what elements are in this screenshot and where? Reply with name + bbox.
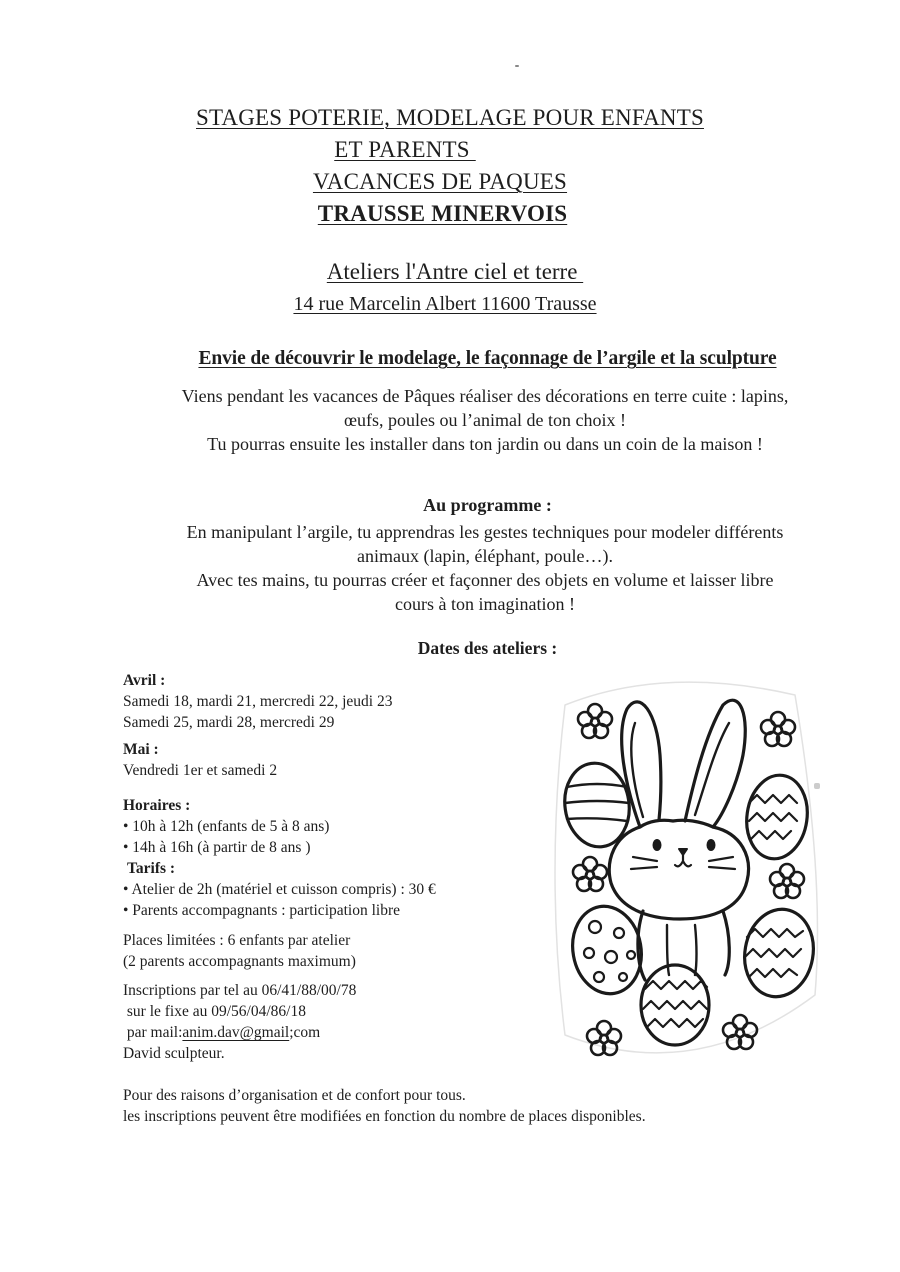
easter-bunny-coloring-icon xyxy=(545,675,835,1080)
places-line-2: (2 parents accompagnants maximum) xyxy=(123,953,356,970)
contact-landline: sur le fixe au 09/56/04/86/18 xyxy=(123,1003,306,1020)
title-location: TRAUSSE MINERVOIS xyxy=(317,201,568,226)
dates-heading: Dates des ateliers : xyxy=(417,638,558,658)
flower-top-left-icon xyxy=(578,704,612,738)
venue-name: Ateliers l'Antre ciel et terre xyxy=(326,259,584,284)
contact-section xyxy=(123,980,356,1064)
may-dates: Vendredi 1er et samedi 2 xyxy=(123,762,278,779)
mail-link[interactable]: anim.dav@gmail xyxy=(182,1024,290,1041)
venue-address: 14 rue Marcelin Albert 11600 Trausse xyxy=(293,293,597,315)
april-dates-2: Samedi 25, mardi 28, mercredi 29 xyxy=(123,714,335,731)
flower-top-right-icon xyxy=(761,712,795,746)
footer-line-1: Pour des raisons d’organisation et de confort pour tous. xyxy=(123,1087,466,1104)
footer-line-2: les inscriptions peuvent être modifiées en fonction du nombre de places disponibles. xyxy=(123,1108,646,1125)
intro-heading: Envie de découvrir le modelage, le façonnage de l’argile et la sculpture xyxy=(198,348,777,369)
bunny-left-eye xyxy=(653,839,662,851)
april-label: Avril : xyxy=(123,672,166,689)
bunny-right-ear xyxy=(685,700,745,827)
contact-mail: par mail:anim.dav@gmail;com xyxy=(123,1024,321,1041)
may-label: Mai : xyxy=(123,741,159,758)
hours-line-2: • 14h à 16h (à partir de 8 ans ) xyxy=(123,839,311,856)
hours-label: Horaires : xyxy=(123,797,191,814)
intro-text: Viens pendant les vacances de Pâques réaliser des décorations en terre cuite : lapins, œufs, poules ou l’animal de ton choix ! Tu pourras ensuite les installer dans ton jardin ou dans un coin de la maison ! xyxy=(181,386,789,454)
contact-signature: David sculpteur. xyxy=(123,1045,225,1062)
flower-mid-right-icon xyxy=(770,864,804,898)
programme-heading: Au programme : xyxy=(423,495,552,515)
places-line-1: Places limitées : 6 enfants par atelier xyxy=(123,932,351,949)
title-line-3: VACANCES DE PAQUES xyxy=(312,169,568,194)
hours-section xyxy=(123,795,436,921)
title-line-2: ET PARENTS xyxy=(334,137,476,162)
egg-center-bottom xyxy=(641,965,709,1045)
dates-section xyxy=(123,670,392,781)
footer-note xyxy=(123,1085,646,1127)
programme-text: En manipulant l’argile, tu apprendras les gestes techniques pour modeler différents animaux (lapin, éléphant, poule…). Avec tes mains, tu pourras créer et façonner des objets en volume et laisser libre cours à ton imagination ! xyxy=(186,522,784,614)
flower-bottom-left-icon xyxy=(587,1021,621,1055)
contact-phone: Inscriptions par tel au 06/41/88/00/78 xyxy=(123,982,357,999)
prices-line-1: • Atelier de 2h (matériel et cuisson compris) : 30 € xyxy=(123,881,436,898)
scan-speck xyxy=(515,65,519,67)
hours-line-1: • 10h à 12h (enfants de 5 à 8 ans) xyxy=(123,818,330,835)
prices-label: Tarifs : xyxy=(127,860,176,877)
egg-left-bottom xyxy=(566,901,648,999)
prices-line-2: • Parents accompagnants : participation libre xyxy=(123,902,401,919)
title-line-1: STAGES POTERIE, MODELAGE POUR ENFANTS xyxy=(196,105,704,130)
april-dates-1: Samedi 18, mardi 21, mercredi 22, jeudi 23 xyxy=(123,693,393,710)
flower-mid-left-icon xyxy=(573,857,607,891)
places-section xyxy=(123,930,356,972)
bunny-right-eye xyxy=(707,839,716,851)
